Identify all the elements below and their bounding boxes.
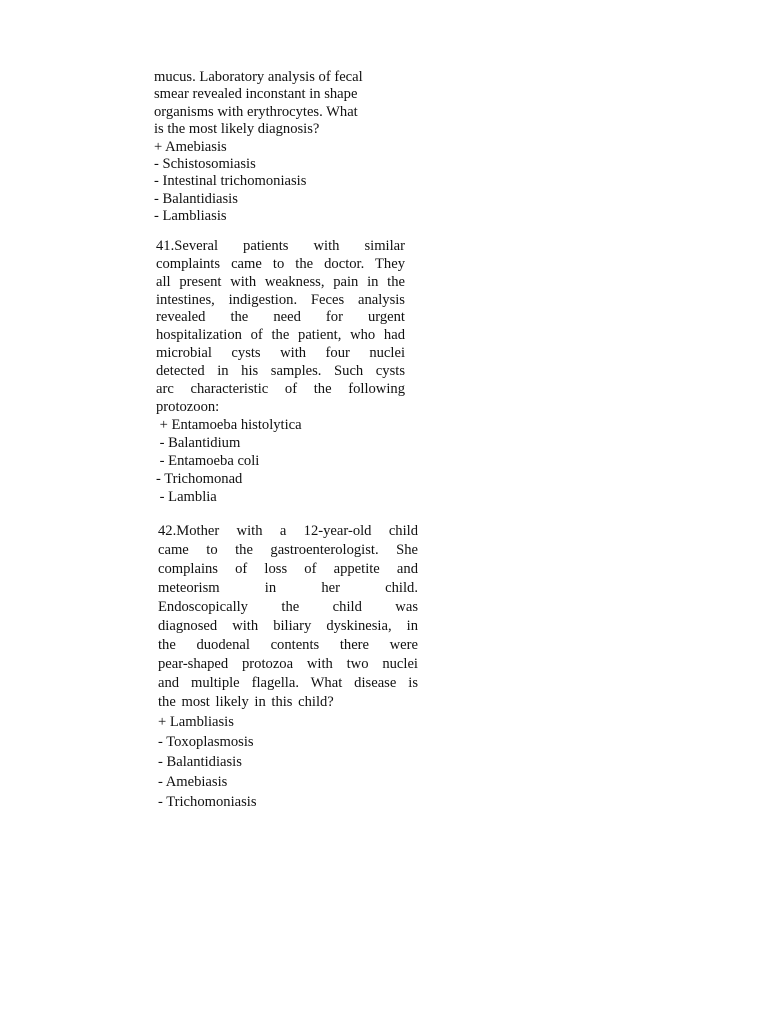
question-text-line: organisms with erythrocytes. What (154, 103, 358, 120)
answer-options (156, 416, 405, 506)
answer-option-correct: + Entamoeba histolytica (156, 417, 302, 434)
question-text-line: protozoon: (156, 398, 220, 415)
question-text-line: the duodenal contents there were (158, 637, 418, 653)
question-text-line: pear-shaped protozoa with two nuclei (158, 656, 418, 672)
question-text-line: complaints came to the doctor. They (156, 255, 405, 272)
question-text-line: smear revealed inconstant in shape (154, 86, 358, 103)
answer-option: - Lamblia (156, 489, 217, 506)
answer-option-correct: + Amebiasis (154, 138, 227, 155)
question-text-line: complains of loss of appetite and (158, 561, 418, 577)
question-text-line: hospitalization of the patient, who had (156, 327, 405, 344)
answer-option: - Entamoeba coli (156, 453, 260, 470)
question-text-line: is the most likely diagnosis? (154, 121, 320, 138)
answer-option: - Balantidiasis (158, 754, 242, 770)
question-text-line: meteorism in her child. (158, 580, 418, 596)
question-text-line: came to the gastroenterologist. She (158, 542, 418, 558)
question-stem (158, 522, 418, 712)
question-text-line: 42.Mother with a 12-year-old child (158, 523, 418, 539)
answer-options (154, 139, 363, 226)
question-text-line: microbial cysts with four nuclei (156, 345, 405, 362)
question-text-line: intestines, indigestion. Feces analysis (156, 291, 405, 308)
question-stem (156, 238, 405, 416)
answer-option: - Intestinal trichomoniasis (154, 173, 307, 190)
answer-option: - Toxoplasmosis (158, 734, 254, 750)
answer-option: - Balantidiasis (154, 190, 238, 207)
question-text-line: Endoscopically the child was (158, 599, 418, 615)
answer-option: - Trichomoniasis (158, 794, 257, 810)
answer-option: - Balantidium (156, 435, 241, 452)
answer-option: - Trichomonad (156, 471, 243, 488)
question-text-line: revealed the need for urgent (156, 309, 405, 326)
question-text-line: and multiple flagella. What disease is (158, 675, 418, 691)
question-text-line: 41.Several patients with similar (156, 238, 405, 254)
question-text-line: detected in his samples. Such cysts (156, 362, 405, 379)
question-text-line: all present with weakness, pain in the (156, 273, 405, 290)
answer-options (158, 712, 418, 812)
question-text-line: diagnosed with biliary dyskinesia, in (158, 618, 418, 634)
question-text-line: arc characteristic of the following (156, 380, 405, 397)
question-42-block (158, 522, 418, 812)
question-text-line: mucus. Laboratory analysis of fecal (154, 69, 363, 85)
question-40-block (154, 69, 363, 226)
question-41-block (156, 238, 405, 506)
answer-option-correct: + Lambliasis (158, 714, 234, 730)
answer-option: - Amebiasis (158, 774, 228, 790)
question-stem (154, 69, 363, 139)
question-text-line: the most likely in this child? (158, 694, 334, 710)
answer-option: - Schistosomiasis (154, 155, 256, 172)
answer-option: - Lambliasis (154, 208, 227, 225)
